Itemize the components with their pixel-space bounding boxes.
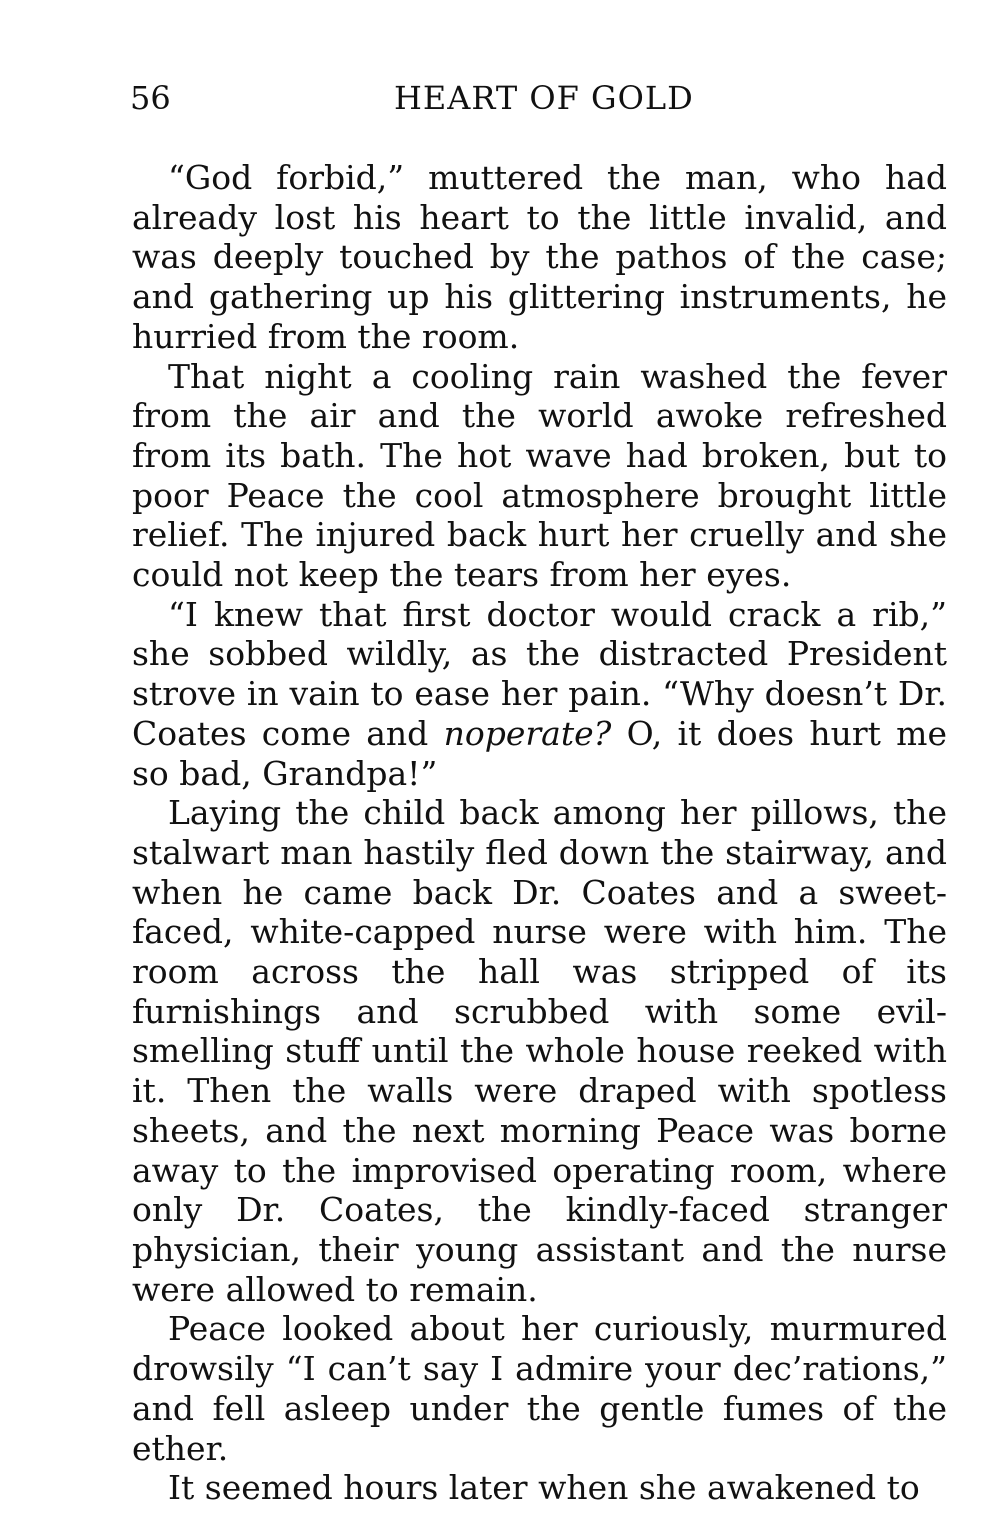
paragraph-3-end: O, it does hurt me so bad, Grandpa!” xyxy=(132,713,947,793)
paragraph-3-start: “I knew that first doctor would crack a rib,” she sobbed wildly, as the distracted President strove in vain to ease her pain. “Why doesn’t Dr. Coates come and xyxy=(132,594,947,753)
italic-word-noperate: noperate? xyxy=(443,713,612,753)
paragraph-3 xyxy=(132,595,947,794)
paragraph-5: Peace looked about her curiously, murmured drowsily “I can’t say I admire your dec’rations,” and fell asleep under the gentle fumes of the ether. xyxy=(132,1309,947,1468)
paragraph-6: It seemed hours later when she awakened to xyxy=(168,1468,920,1508)
paragraph-1: “God forbid,” muttered the man, who had already lost his heart to the little invalid, and was deeply touched by the pathos of the case; and gathering up his glittering instruments, he hurried from the room. xyxy=(132,158,947,356)
page-number: 56 xyxy=(130,79,171,117)
body-text xyxy=(132,158,947,1508)
paragraph-2: That night a cooling rain washed the fever from the air and the world awoke refreshed from its bath. The hot wave had broken, but to poor Peace the cool atmosphere brought little relief. The injured back hurt her cruelly and she could not keep the tears from her eyes. xyxy=(132,356,947,595)
paragraph-4: Laying the child back among her pillows, the stalwart man hastily fled down the stairway, and when he came back Dr. Coates and a sweet-faced, white-capped nurse were with him. The room across the hall was stripped of its furnishings and scrubbed with some evil-smelling stuff until the whole house reeked with it. Then the walls were draped with spotless sheets, and the next morning Peace was borne away to the improvised operating room, where only Dr. Coates, the kindly-faced stranger physician, their young assistant and the nurse were allowed to remain. xyxy=(132,793,947,1309)
running-title: HEART OF GOLD xyxy=(394,79,694,117)
running-header xyxy=(130,78,945,118)
